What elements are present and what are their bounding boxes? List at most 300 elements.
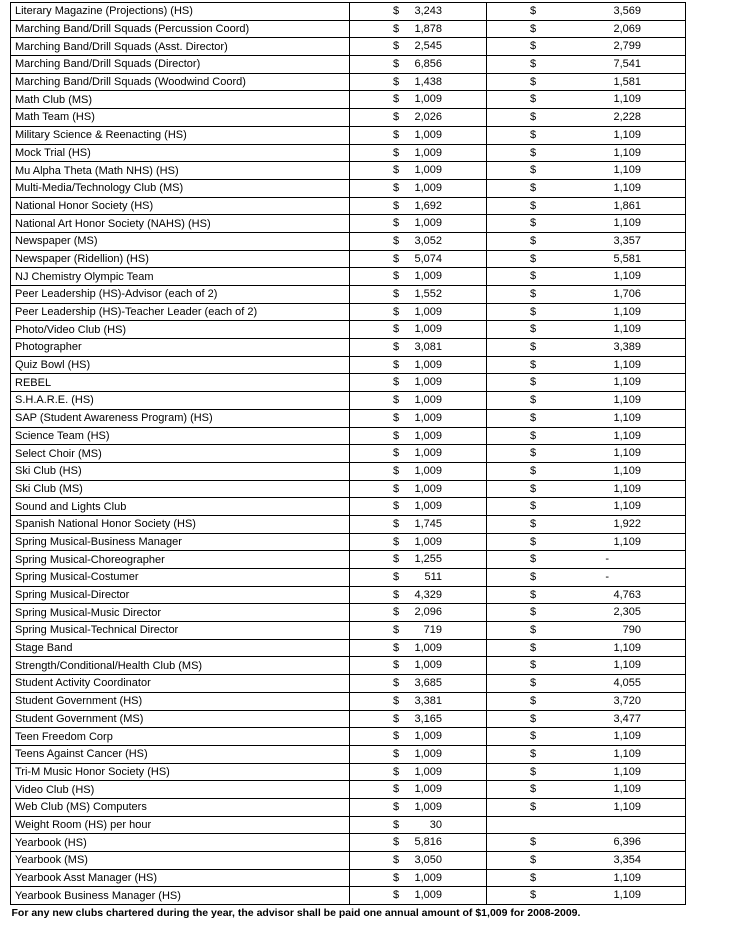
dollar-sign: $ (530, 482, 537, 495)
amount-value: 3,389 (613, 341, 641, 354)
amount-2008-cell (350, 569, 487, 587)
position-name-cell: Math Club (MS) (11, 91, 350, 109)
table-row (11, 409, 686, 427)
table-row (11, 179, 686, 197)
amount-2008-cell (350, 321, 487, 339)
dollar-sign: $ (530, 394, 537, 407)
amount-value: 1,109 (613, 659, 641, 672)
dollar-sign: $ (530, 606, 537, 619)
amount-value: 1,109 (613, 429, 641, 442)
position-name-cell: Student Activity Coordinator (11, 675, 350, 693)
dollar-sign: $ (393, 588, 400, 601)
position-name-cell: Photographer (11, 339, 350, 357)
amount-value: 4,329 (414, 588, 442, 601)
amount-value: 1,009 (414, 429, 442, 442)
dollar-sign: $ (530, 517, 537, 530)
table-row (11, 268, 686, 286)
amount-2009-cell (487, 321, 686, 339)
position-name-cell: Newspaper (MS) (11, 232, 350, 250)
dollar-sign: $ (530, 288, 537, 300)
amount-2008-cell (350, 144, 487, 162)
dollar-sign: $ (530, 553, 537, 566)
amount-value: 1,109 (613, 464, 641, 477)
dollar-sign: $ (530, 217, 537, 230)
table-row (11, 639, 686, 657)
amount-value: 2,545 (414, 40, 442, 53)
dollar-sign: $ (393, 411, 400, 424)
table-row (11, 728, 686, 746)
dollar-sign: $ (393, 765, 400, 778)
position-name-cell: Spanish National Honor Society (HS) (11, 515, 350, 533)
dollar-sign: $ (530, 164, 537, 177)
dollar-sign: $ (530, 111, 537, 124)
amount-value: 1,009 (414, 641, 442, 654)
table-row (11, 869, 686, 887)
amount-value: 1,009 (414, 376, 442, 389)
position-name-cell: Teens Against Cancer (HS) (11, 745, 350, 763)
amount-2008-cell (350, 604, 487, 622)
dollar-sign: $ (530, 659, 537, 672)
position-name-cell: Spring Musical-Technical Director (11, 622, 350, 640)
dollar-sign: $ (393, 146, 400, 159)
table-row (11, 91, 686, 109)
position-name-cell: Spring Musical-Director (11, 586, 350, 604)
dollar-sign: $ (530, 146, 537, 159)
amount-2008-cell (350, 834, 487, 852)
dollar-sign: $ (393, 5, 400, 17)
amount-value: - (605, 571, 609, 583)
amount-2008-cell (350, 356, 487, 374)
table-row (11, 356, 686, 374)
dollar-sign: $ (530, 22, 537, 35)
amount-value: 1,109 (613, 447, 641, 460)
table-row (11, 126, 686, 144)
dollar-sign: $ (393, 75, 400, 88)
amount-2008-cell (350, 374, 487, 392)
amount-value: 1,109 (613, 93, 641, 106)
table-row (11, 887, 686, 905)
amount-2009-cell (487, 710, 686, 728)
dollar-sign: $ (530, 783, 537, 796)
amount-2009-cell (487, 604, 686, 622)
position-name-cell: Sound and Lights Club (11, 498, 350, 516)
dollar-sign: $ (530, 464, 537, 477)
dollar-sign: $ (530, 677, 537, 690)
table-row (11, 657, 686, 675)
position-name-cell: Yearbook (MS) (11, 852, 350, 870)
position-name-cell: Spring Musical-Costumer (11, 569, 350, 587)
footnote-row (11, 905, 686, 922)
dollar-sign: $ (393, 659, 400, 672)
amount-2008-cell (350, 657, 487, 675)
amount-2008-cell (350, 887, 487, 905)
stipend-table-body (11, 3, 686, 922)
position-name-cell: Newspaper (Ridellion) (HS) (11, 250, 350, 268)
table-row (11, 480, 686, 498)
dollar-sign: $ (530, 871, 537, 884)
position-name-cell: Mock Trial (HS) (11, 144, 350, 162)
dollar-sign: $ (393, 305, 400, 318)
amount-value: 1,109 (613, 730, 641, 743)
position-name-cell: Yearbook Asst Manager (HS) (11, 869, 350, 887)
amount-2009-cell (487, 622, 686, 640)
amount-2009-cell (487, 109, 686, 127)
dollar-sign: $ (393, 854, 400, 866)
amount-2009-cell (487, 374, 686, 392)
amount-value: 1,109 (613, 146, 641, 159)
amount-2008-cell (350, 498, 487, 516)
amount-value: 719 (423, 624, 442, 637)
table-row (11, 586, 686, 604)
table-row (11, 551, 686, 569)
amount-2008-cell (350, 675, 487, 693)
dollar-sign: $ (393, 199, 400, 212)
amount-value: 1,009 (414, 394, 442, 407)
amount-2009-cell (487, 339, 686, 357)
amount-2008-cell (350, 763, 487, 781)
dollar-sign: $ (530, 411, 537, 424)
dollar-sign: $ (393, 447, 400, 460)
table-row (11, 144, 686, 162)
dollar-sign: $ (393, 181, 400, 194)
amount-value: 1,109 (613, 181, 641, 194)
dollar-sign: $ (530, 730, 537, 743)
amount-2009-cell (487, 887, 686, 905)
dollar-sign: $ (393, 111, 400, 124)
amount-2008-cell (350, 197, 487, 215)
amount-value: 1,009 (414, 871, 442, 884)
amount-2009-cell (487, 445, 686, 463)
amount-2008-cell (350, 622, 487, 640)
amount-value: 1,552 (414, 288, 442, 300)
position-name-cell: Math Team (HS) (11, 109, 350, 127)
dollar-sign: $ (393, 641, 400, 654)
table-row (11, 250, 686, 268)
amount-value: 1,922 (613, 517, 641, 530)
amount-value: 511 (424, 571, 442, 583)
table-row (11, 816, 686, 834)
amount-value: 7,541 (613, 58, 641, 71)
amount-2008-cell (350, 869, 487, 887)
amount-value: 6,396 (613, 836, 641, 849)
amount-value: 1,109 (613, 411, 641, 424)
amount-2009-cell (487, 20, 686, 38)
amount-2009-cell (487, 215, 686, 233)
amount-value: 1,009 (414, 730, 442, 743)
amount-value: 1,861 (613, 199, 641, 212)
amount-value: 1,009 (414, 270, 442, 283)
amount-value: 6,856 (414, 58, 442, 71)
position-name-cell: Photo/Video Club (HS) (11, 321, 350, 339)
dollar-sign: $ (393, 482, 400, 495)
dollar-sign: $ (530, 58, 537, 71)
position-name-cell: Yearbook Business Manager (HS) (11, 887, 350, 905)
dollar-sign: $ (530, 712, 537, 725)
position-name-cell: Yearbook (HS) (11, 834, 350, 852)
table-row (11, 38, 686, 56)
stipend-table (10, 2, 686, 922)
dollar-sign: $ (393, 358, 400, 371)
table-row (11, 622, 686, 640)
amount-2009-cell (487, 38, 686, 56)
dollar-sign: $ (530, 93, 537, 106)
amount-value: 2,026 (414, 111, 442, 124)
amount-2009-cell (487, 569, 686, 587)
table-row (11, 569, 686, 587)
table-row (11, 533, 686, 551)
dollar-sign: $ (393, 889, 400, 902)
amount-2008-cell (350, 728, 487, 746)
amount-2008-cell (350, 268, 487, 286)
position-name-cell: Mu Alpha Theta (Math NHS) (HS) (11, 162, 350, 180)
table-row (11, 339, 686, 357)
amount-value: 3,354 (613, 854, 641, 866)
amount-2009-cell (487, 798, 686, 816)
amount-2008-cell (350, 3, 487, 21)
amount-value: 1,009 (414, 305, 442, 318)
position-name-cell: Marching Band/Drill Squads (Asst. Director) (11, 38, 350, 56)
dollar-sign: $ (530, 5, 537, 17)
position-name-cell: Peer Leadership (HS)-Advisor (each of 2) (11, 286, 350, 304)
position-name-cell: REBEL (11, 374, 350, 392)
amount-2008-cell (350, 91, 487, 109)
table-row (11, 20, 686, 38)
amount-2009-cell (487, 781, 686, 799)
amount-2009-cell (487, 162, 686, 180)
dollar-sign: $ (393, 730, 400, 743)
amount-value: 1,009 (414, 482, 442, 495)
amount-2009-cell (487, 657, 686, 675)
amount-value: 2,228 (613, 111, 641, 124)
amount-2008-cell (350, 250, 487, 268)
dollar-sign: $ (530, 836, 537, 849)
amount-2009-cell (487, 586, 686, 604)
position-name-cell: Select Choir (MS) (11, 445, 350, 463)
amount-value: 1,009 (414, 146, 442, 159)
amount-value: 1,109 (613, 500, 641, 513)
amount-value: 1,109 (613, 358, 641, 371)
amount-value: 1,109 (613, 747, 641, 760)
dollar-sign: $ (393, 517, 400, 530)
amount-value: 3,685 (414, 677, 442, 690)
amount-2008-cell (350, 798, 487, 816)
dollar-sign: $ (393, 93, 400, 106)
dollar-sign: $ (393, 252, 400, 265)
amount-value: 1,009 (414, 464, 442, 477)
position-name-cell: Literary Magazine (Projections) (HS) (11, 3, 350, 21)
dollar-sign: $ (530, 571, 537, 583)
dollar-sign: $ (530, 358, 537, 371)
dollar-sign: $ (393, 624, 400, 637)
dollar-sign: $ (393, 270, 400, 283)
amount-2009-cell (487, 126, 686, 144)
dollar-sign: $ (530, 75, 537, 88)
amount-2008-cell (350, 215, 487, 233)
dollar-sign: $ (393, 553, 400, 566)
table-row (11, 710, 686, 728)
amount-value: 1,438 (414, 75, 442, 88)
position-name-cell: S.H.A.R.E. (HS) (11, 392, 350, 410)
amount-2008-cell (350, 692, 487, 710)
position-name-cell: Military Science & Reenacting (HS) (11, 126, 350, 144)
amount-value: 1,109 (613, 394, 641, 407)
table-row (11, 745, 686, 763)
amount-2008-cell (350, 586, 487, 604)
amount-value: 3,081 (414, 341, 442, 354)
position-name-cell: Ski Club (HS) (11, 462, 350, 480)
amount-2008-cell (350, 427, 487, 445)
table-row (11, 852, 686, 870)
amount-2008-cell (350, 56, 487, 74)
dollar-sign: $ (393, 234, 400, 247)
position-name-cell: Weight Room (HS) per hour (11, 816, 350, 834)
position-name-cell: SAP (Student Awareness Program) (HS) (11, 409, 350, 427)
amount-value: 5,816 (414, 836, 442, 849)
amount-2009-cell (487, 869, 686, 887)
position-name-cell: Marching Band/Drill Squads (Woodwind Coord) (11, 73, 350, 91)
position-name-cell: Ski Club (MS) (11, 480, 350, 498)
amount-value: 1,109 (613, 800, 641, 813)
amount-2009-cell (487, 73, 686, 91)
dollar-sign: $ (530, 40, 537, 53)
amount-value: 790 (622, 624, 641, 637)
dollar-sign: $ (530, 694, 537, 707)
amount-value: 1,109 (613, 783, 641, 796)
amount-value: 1,109 (613, 889, 641, 902)
amount-value: 30 (429, 818, 442, 831)
amount-value: 1,878 (414, 22, 442, 35)
dollar-sign: $ (530, 199, 537, 212)
dollar-sign: $ (530, 447, 537, 460)
dollar-sign: $ (393, 376, 400, 389)
amount-value: 1,009 (414, 447, 442, 460)
amount-2008-cell (350, 409, 487, 427)
amount-value: 1,255 (414, 553, 442, 566)
position-name-cell: Peer Leadership (HS)-Teacher Leader (each of 2) (11, 303, 350, 321)
amount-2009-cell (487, 286, 686, 304)
amount-value: 1,109 (613, 765, 641, 778)
amount-2008-cell (350, 639, 487, 657)
dollar-sign: $ (393, 500, 400, 513)
position-name-cell: Spring Musical-Choreographer (11, 551, 350, 569)
amount-value: 1,009 (414, 217, 442, 230)
amount-2008-cell (350, 20, 487, 38)
amount-2008-cell (350, 816, 487, 834)
position-name-cell: National Honor Society (HS) (11, 197, 350, 215)
table-row (11, 56, 686, 74)
table-row (11, 427, 686, 445)
amount-value: 1,009 (414, 323, 442, 336)
dollar-sign: $ (393, 217, 400, 230)
dollar-sign: $ (393, 341, 400, 354)
amount-value: 1,009 (414, 765, 442, 778)
amount-value: 1,109 (613, 641, 641, 654)
amount-2009-cell (487, 427, 686, 445)
position-name-cell: Teen Freedom Corp (11, 728, 350, 746)
amount-value: 1,692 (414, 199, 442, 212)
amount-2008-cell (350, 392, 487, 410)
amount-value: 1,009 (414, 783, 442, 796)
amount-value: 5,581 (613, 252, 641, 265)
dollar-sign: $ (530, 641, 537, 654)
amount-value: 4,763 (613, 588, 641, 601)
position-name-cell: Multi-Media/Technology Club (MS) (11, 179, 350, 197)
amount-2008-cell (350, 303, 487, 321)
table-row (11, 462, 686, 480)
amount-2009-cell (487, 197, 686, 215)
amount-2008-cell (350, 515, 487, 533)
amount-value: 2,799 (613, 40, 641, 53)
amount-2009-cell (487, 763, 686, 781)
amount-value: 1,009 (414, 164, 442, 177)
dollar-sign: $ (393, 164, 400, 177)
amount-value: 1,706 (613, 288, 641, 300)
position-name-cell: Quiz Bowl (HS) (11, 356, 350, 374)
amount-value: 3,052 (414, 234, 442, 247)
dollar-sign: $ (530, 765, 537, 778)
position-name-cell: NJ Chemistry Olympic Team (11, 268, 350, 286)
dollar-sign: $ (530, 500, 537, 513)
table-row (11, 3, 686, 21)
dollar-sign: $ (393, 694, 400, 707)
dollar-sign: $ (393, 747, 400, 760)
dollar-sign: $ (530, 341, 537, 354)
dollar-sign: $ (393, 128, 400, 141)
amount-value: 3,720 (613, 694, 641, 707)
amount-value: 1,009 (414, 93, 442, 106)
amount-value: 1,109 (613, 482, 641, 495)
amount-value: 1,009 (414, 659, 442, 672)
table-row (11, 392, 686, 410)
amount-2008-cell (350, 109, 487, 127)
amount-2009-cell (487, 498, 686, 516)
amount-2009-cell (487, 3, 686, 21)
amount-value: 1,009 (414, 889, 442, 902)
table-row (11, 692, 686, 710)
table-row (11, 498, 686, 516)
amount-value: - (605, 553, 609, 566)
amount-value: 3,357 (613, 234, 641, 247)
table-row (11, 162, 686, 180)
amount-2008-cell (350, 710, 487, 728)
amount-value: 3,243 (414, 5, 442, 17)
amount-2009-cell (487, 480, 686, 498)
amount-value: 1,109 (613, 871, 641, 884)
amount-value: 1,009 (414, 500, 442, 513)
amount-value: 1,009 (414, 411, 442, 424)
amount-2009-cell (487, 392, 686, 410)
amount-2008-cell (350, 551, 487, 569)
table-row (11, 109, 686, 127)
amount-value: 2,305 (613, 606, 641, 619)
table-row (11, 321, 686, 339)
dollar-sign: $ (393, 535, 400, 548)
amount-value: 3,477 (613, 712, 641, 725)
amount-2009-cell (487, 462, 686, 480)
dollar-sign: $ (393, 58, 400, 71)
table-row (11, 286, 686, 304)
amount-value: 1,009 (414, 747, 442, 760)
amount-2009-cell (487, 409, 686, 427)
amount-value: 1,009 (414, 128, 442, 141)
dollar-sign: $ (393, 323, 400, 336)
amount-value: 1,581 (613, 75, 641, 88)
amount-2009-cell (487, 303, 686, 321)
amount-2009-cell (487, 356, 686, 374)
amount-value: 4,055 (613, 677, 641, 690)
dollar-sign: $ (530, 535, 537, 548)
dollar-sign: $ (530, 624, 537, 637)
